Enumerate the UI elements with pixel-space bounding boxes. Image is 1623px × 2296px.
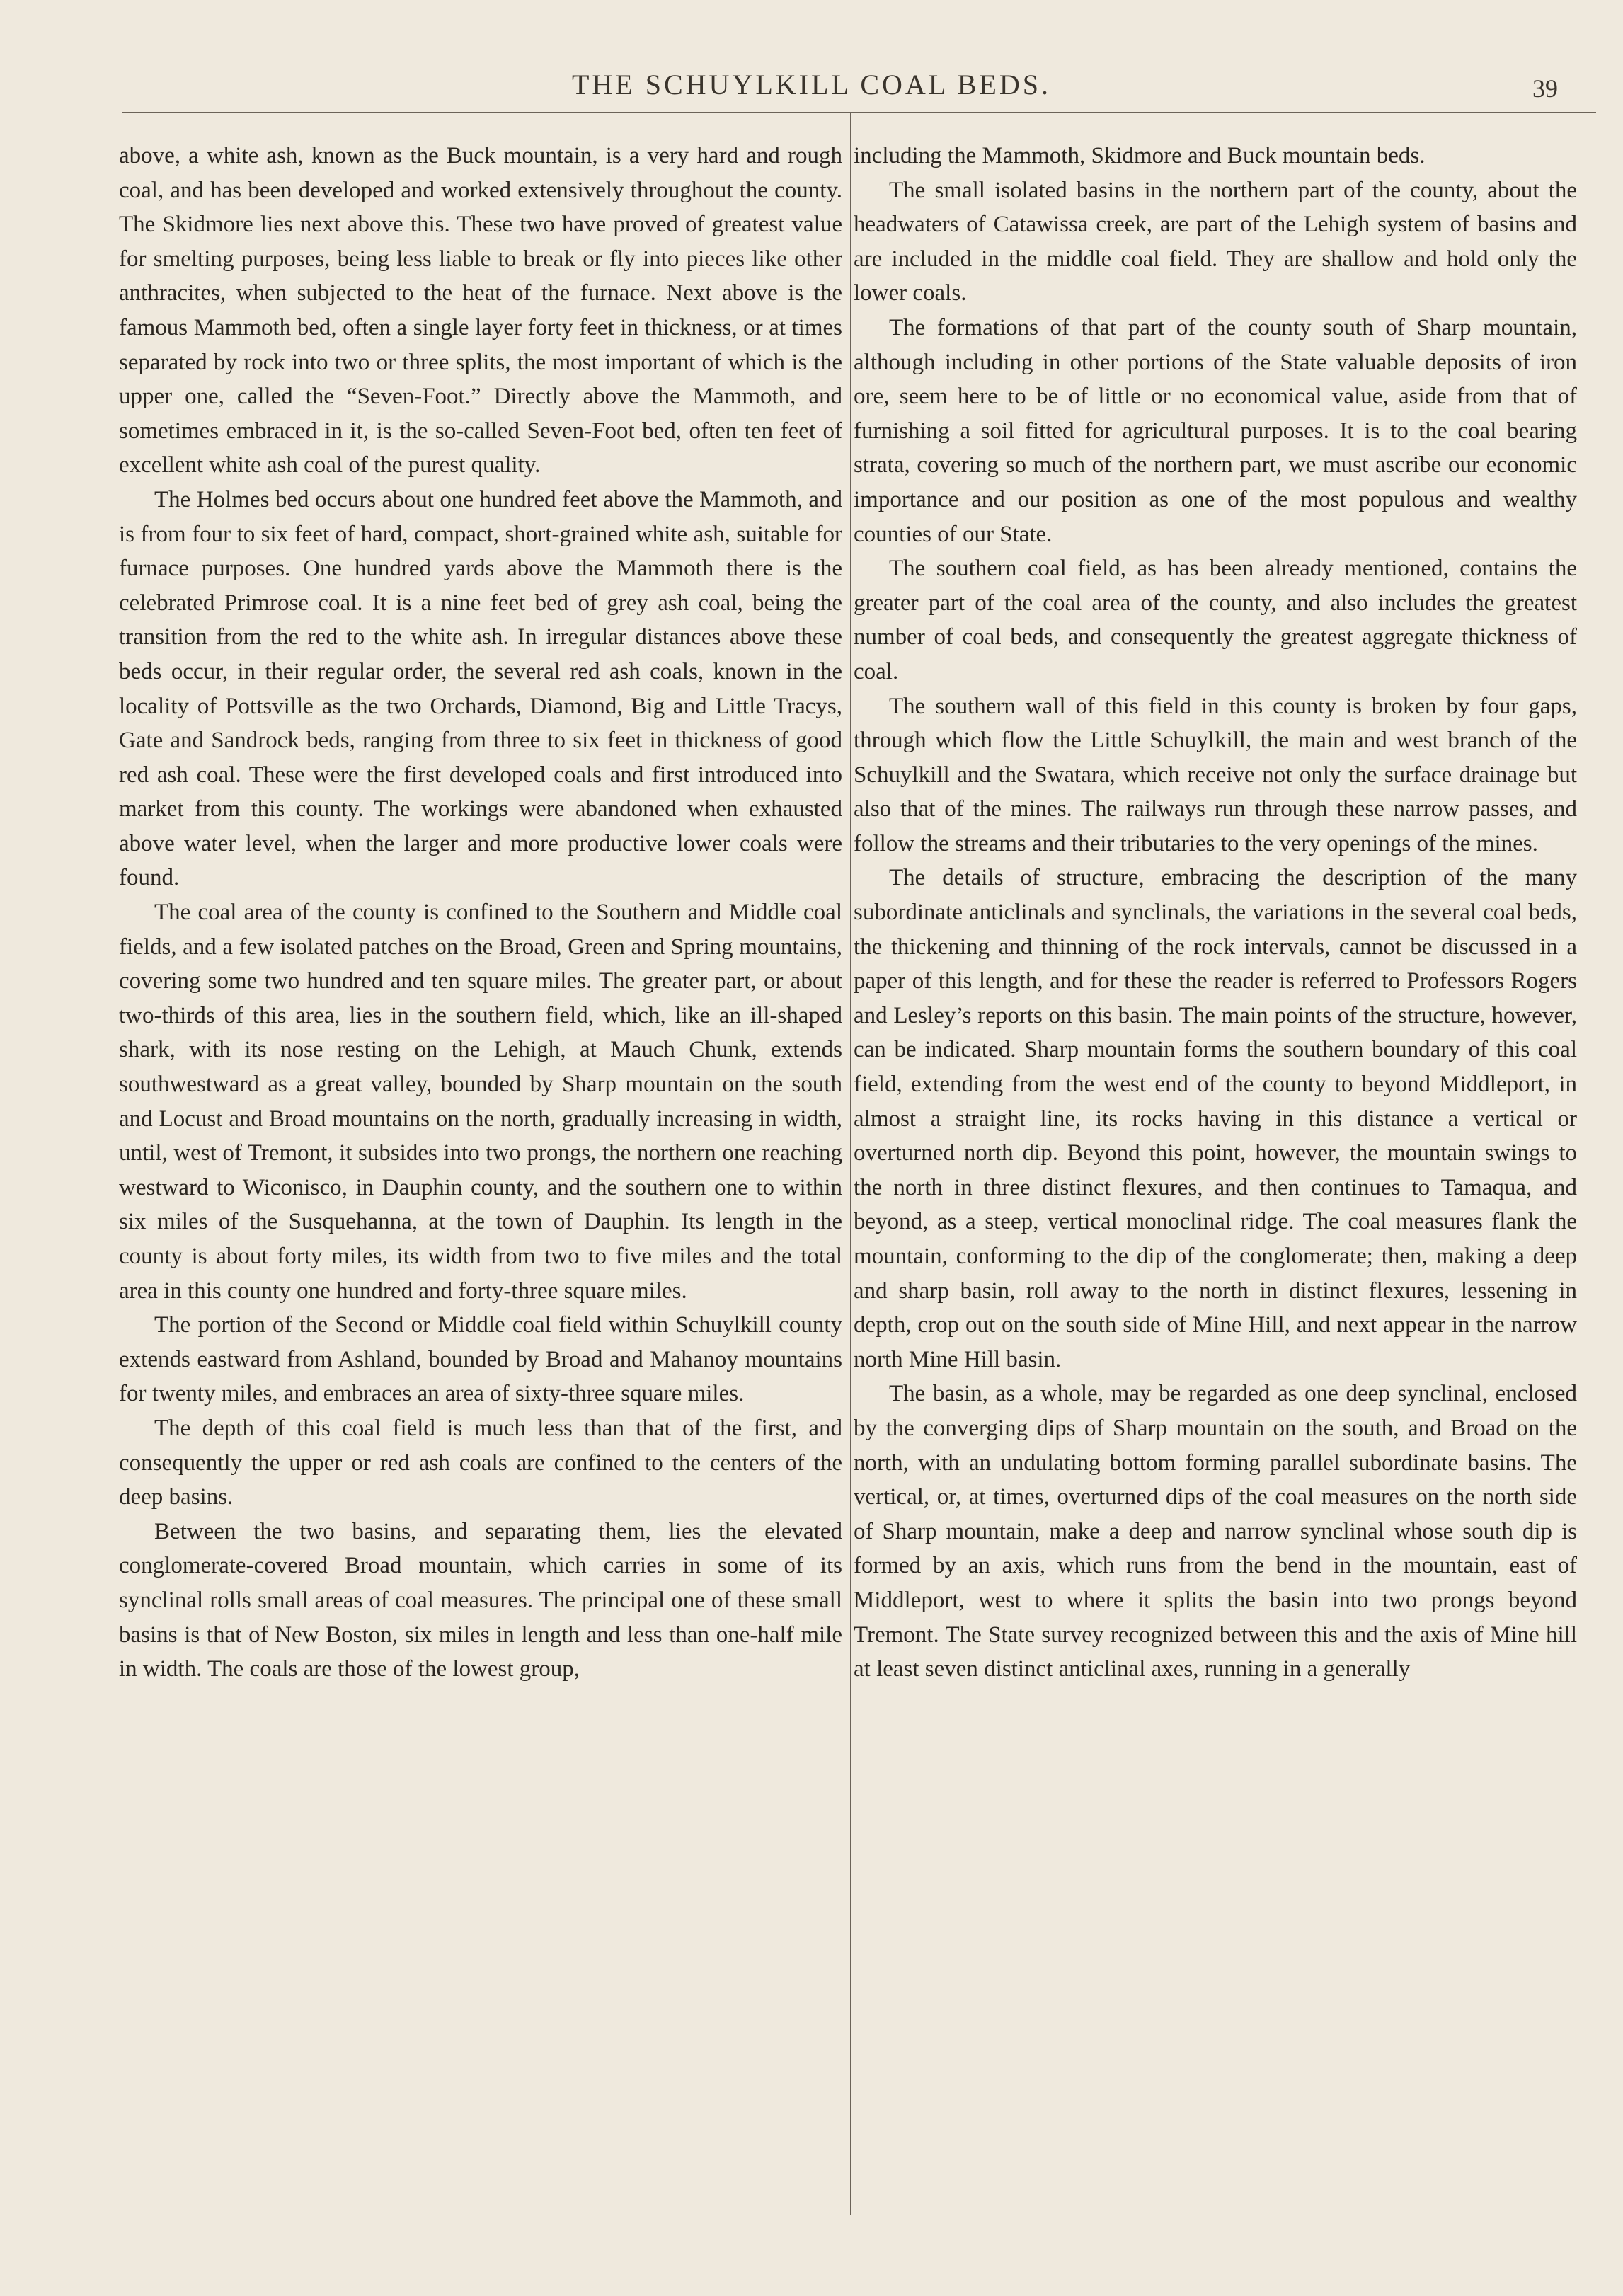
paragraph: The details of structure, embracing the description of the many subordinate anticlinals and synclinals, the variations in the several coal beds, the thickening and thinning of the rock intervals, cannot be discussed in a paper of this length, and for these the reader is referred to Professors Rogers and Lesley’s reports on this basin. The main points of the structure, however, can be indicated. Sharp mountain forms the southern boundary of this coal field, extending from the west end of the county to beyond Middleport, in almost a straight line, its rocks having in this distance a vertical or overturned north dip. Beyond this point, however, the mountain swings to the north in three distinct flexures, and then continues to Tamaqua, and beyond, as a steep, vertical monoclinal ridge. The coal measures flank the mountain, conforming to the dip of the conglomerate; then, making a deep and sharp basin, roll away to the north in distinct flexures, lessening in depth, crop out on the south side of Mine Hill, and next appear in the narrow north Mine Hill basin. — [854, 865, 1577, 1372]
paragraph: The southern wall of this field in this county is broken by four gaps, through which flow the Little Schuylkill, the main and west branch of the Schuylkill and the Swatara, which receive not only the surface drainage but also that of the mines. The railways run through these narrow passes, and follow the streams and their tributaries to the very openings of the mines. — [854, 693, 1577, 856]
right-column — [854, 139, 1577, 1687]
paragraph: Between the two basins, and separating them, lies the elevated conglomerate-covered Broad mountain, which carries in some of its synclinal rolls small areas of coal measures. The principal one of these small basins is that of New Boston, six miles in length and less than one-half mile in width. The coals are those of the lowest group, — [119, 1518, 842, 1682]
page-number: 39 — [1532, 74, 1558, 103]
paragraph: The small isolated basins in the northern part of the county, about the headwaters of Catawissa creek, are part of the Lehigh system of basins and are included in the middle coal field. They are shallow and hold only the lower coals. — [854, 177, 1577, 306]
paragraph: The basin, as a whole, may be regarded as one deep synclinal, enclosed by the converging dips of Sharp mountain on the south, and Broad on the north, with an undulating bottom forming parallel subordinate basins. The vertical, or, at times, overturned dips of the coal measures on the north side of Sharp mountain, make a deep and narrow synclinal whose south dip is formed by an axis, which runs from the bend in the mountain, east of Middleport, west to where it splits the basin into two prongs beyond Tremont. The State survey recognized between this and the axis of Mine hill at least seven distinct anticlinal axes, running in a generally — [854, 1381, 1577, 1682]
paragraph: above, a white ash, known as the Buck mountain, is a very hard and rough coal, and has been developed and worked extensively throughout the county. The Skidmore lies next above this. These two have proved of greatest value for smelting purposes, being less liable to break or fly into pieces like other anthracites, when subjected to the heat of the furnace. Next above is the famous Mammoth bed, often a single layer forty feet in thickness, or at times separated by rock into two or three splits, the most important of which is the upper one, called the “Seven-Foot.” Directly above the Mammoth, and sometimes embraced in it, is the so-called Seven-Foot bed, often ten feet of excellent white ash coal of the purest quality. — [119, 143, 842, 478]
paragraph: including the Mammoth, Skidmore and Buck mountain beds. — [854, 143, 1426, 168]
column-divider — [850, 113, 851, 2215]
running-head: THE SCHUYLKILL COAL BEDS. — [571, 69, 1051, 101]
paragraph: The Holmes bed occurs about one hundred feet above the Mammoth, and is from four to six feet of hard, compact, short-grained white ash, suitable for furnace purposes. One hundred yards above the Mammoth there is the celebrated Primrose coal. It is a nine feet bed of grey ash coal, being the transition from the red to the white ash. In irregular distances above these beds occur, in their regular order, the several red ash coals, known in the locality of Pottsville as the two Orchards, Diamond, Big and Little Tracys, Gate and Sandrock beds, ranging from three to six feet in thickness of good red ash coal. These were the first developed coals and first introduced into market from this county. The workings were abandoned when exhausted above water level, when the larger and more productive lower coals were found. — [119, 486, 842, 891]
paragraph: The depth of this coal field is much less than that of the first, and consequently the upper or red ash coals are confined to the centers of the deep basins. — [119, 1415, 842, 1510]
paragraph: The portion of the Second or Middle coal field within Schuylkill county extends eastward from Ashland, bounded by Broad and Mahanoy mountains for twenty miles, and embraces an area of sixty-three square miles. — [119, 1312, 842, 1407]
paragraph: The formations of that part of the county south of Sharp mountain, although including in other portions of the State valuable deposits of iron ore, seem here to be of little or no economical value, aside from that of furnishing a soil fitted for agricultural purposes. It is to the coal bearing strata, covering so much of the northern part, we must ascribe our economic importance and our position as one of the most populous and wealthy counties of our State. — [854, 314, 1577, 547]
paragraph: The coal area of the county is confined to the Southern and Middle coal fields, and a few isolated patches on the Broad, Green and Spring mountains, covering some two hundred and ten square miles. The greater part, or about two-thirds of this area, lies in the southern field, which, like an ill-shaped shark, with its nose resting on the Lehigh, at Mauch Chunk, extends southwestward as a great valley, bounded by Sharp mountain on the south and Locust and Broad mountains on the north, gradually increasing in width, until, west of Tremont, it subsides into two prongs, the northern one reaching westward to Wiconisco, in Dauphin county, and the southern one to within six miles of the Susquehanna, at the town of Dauphin. Its length in the county is about forty miles, its width from two to five miles and the total area in this county one hundred and forty-three square miles. — [119, 900, 842, 1304]
header-rule — [122, 112, 1596, 113]
left-column — [119, 139, 842, 1687]
paragraph: The southern coal field, as has been already mentioned, contains the greater part of the coal area of the county, and also includes the greatest number of coal beds, and consequently the greatest aggregate thickness of coal. — [854, 556, 1577, 684]
